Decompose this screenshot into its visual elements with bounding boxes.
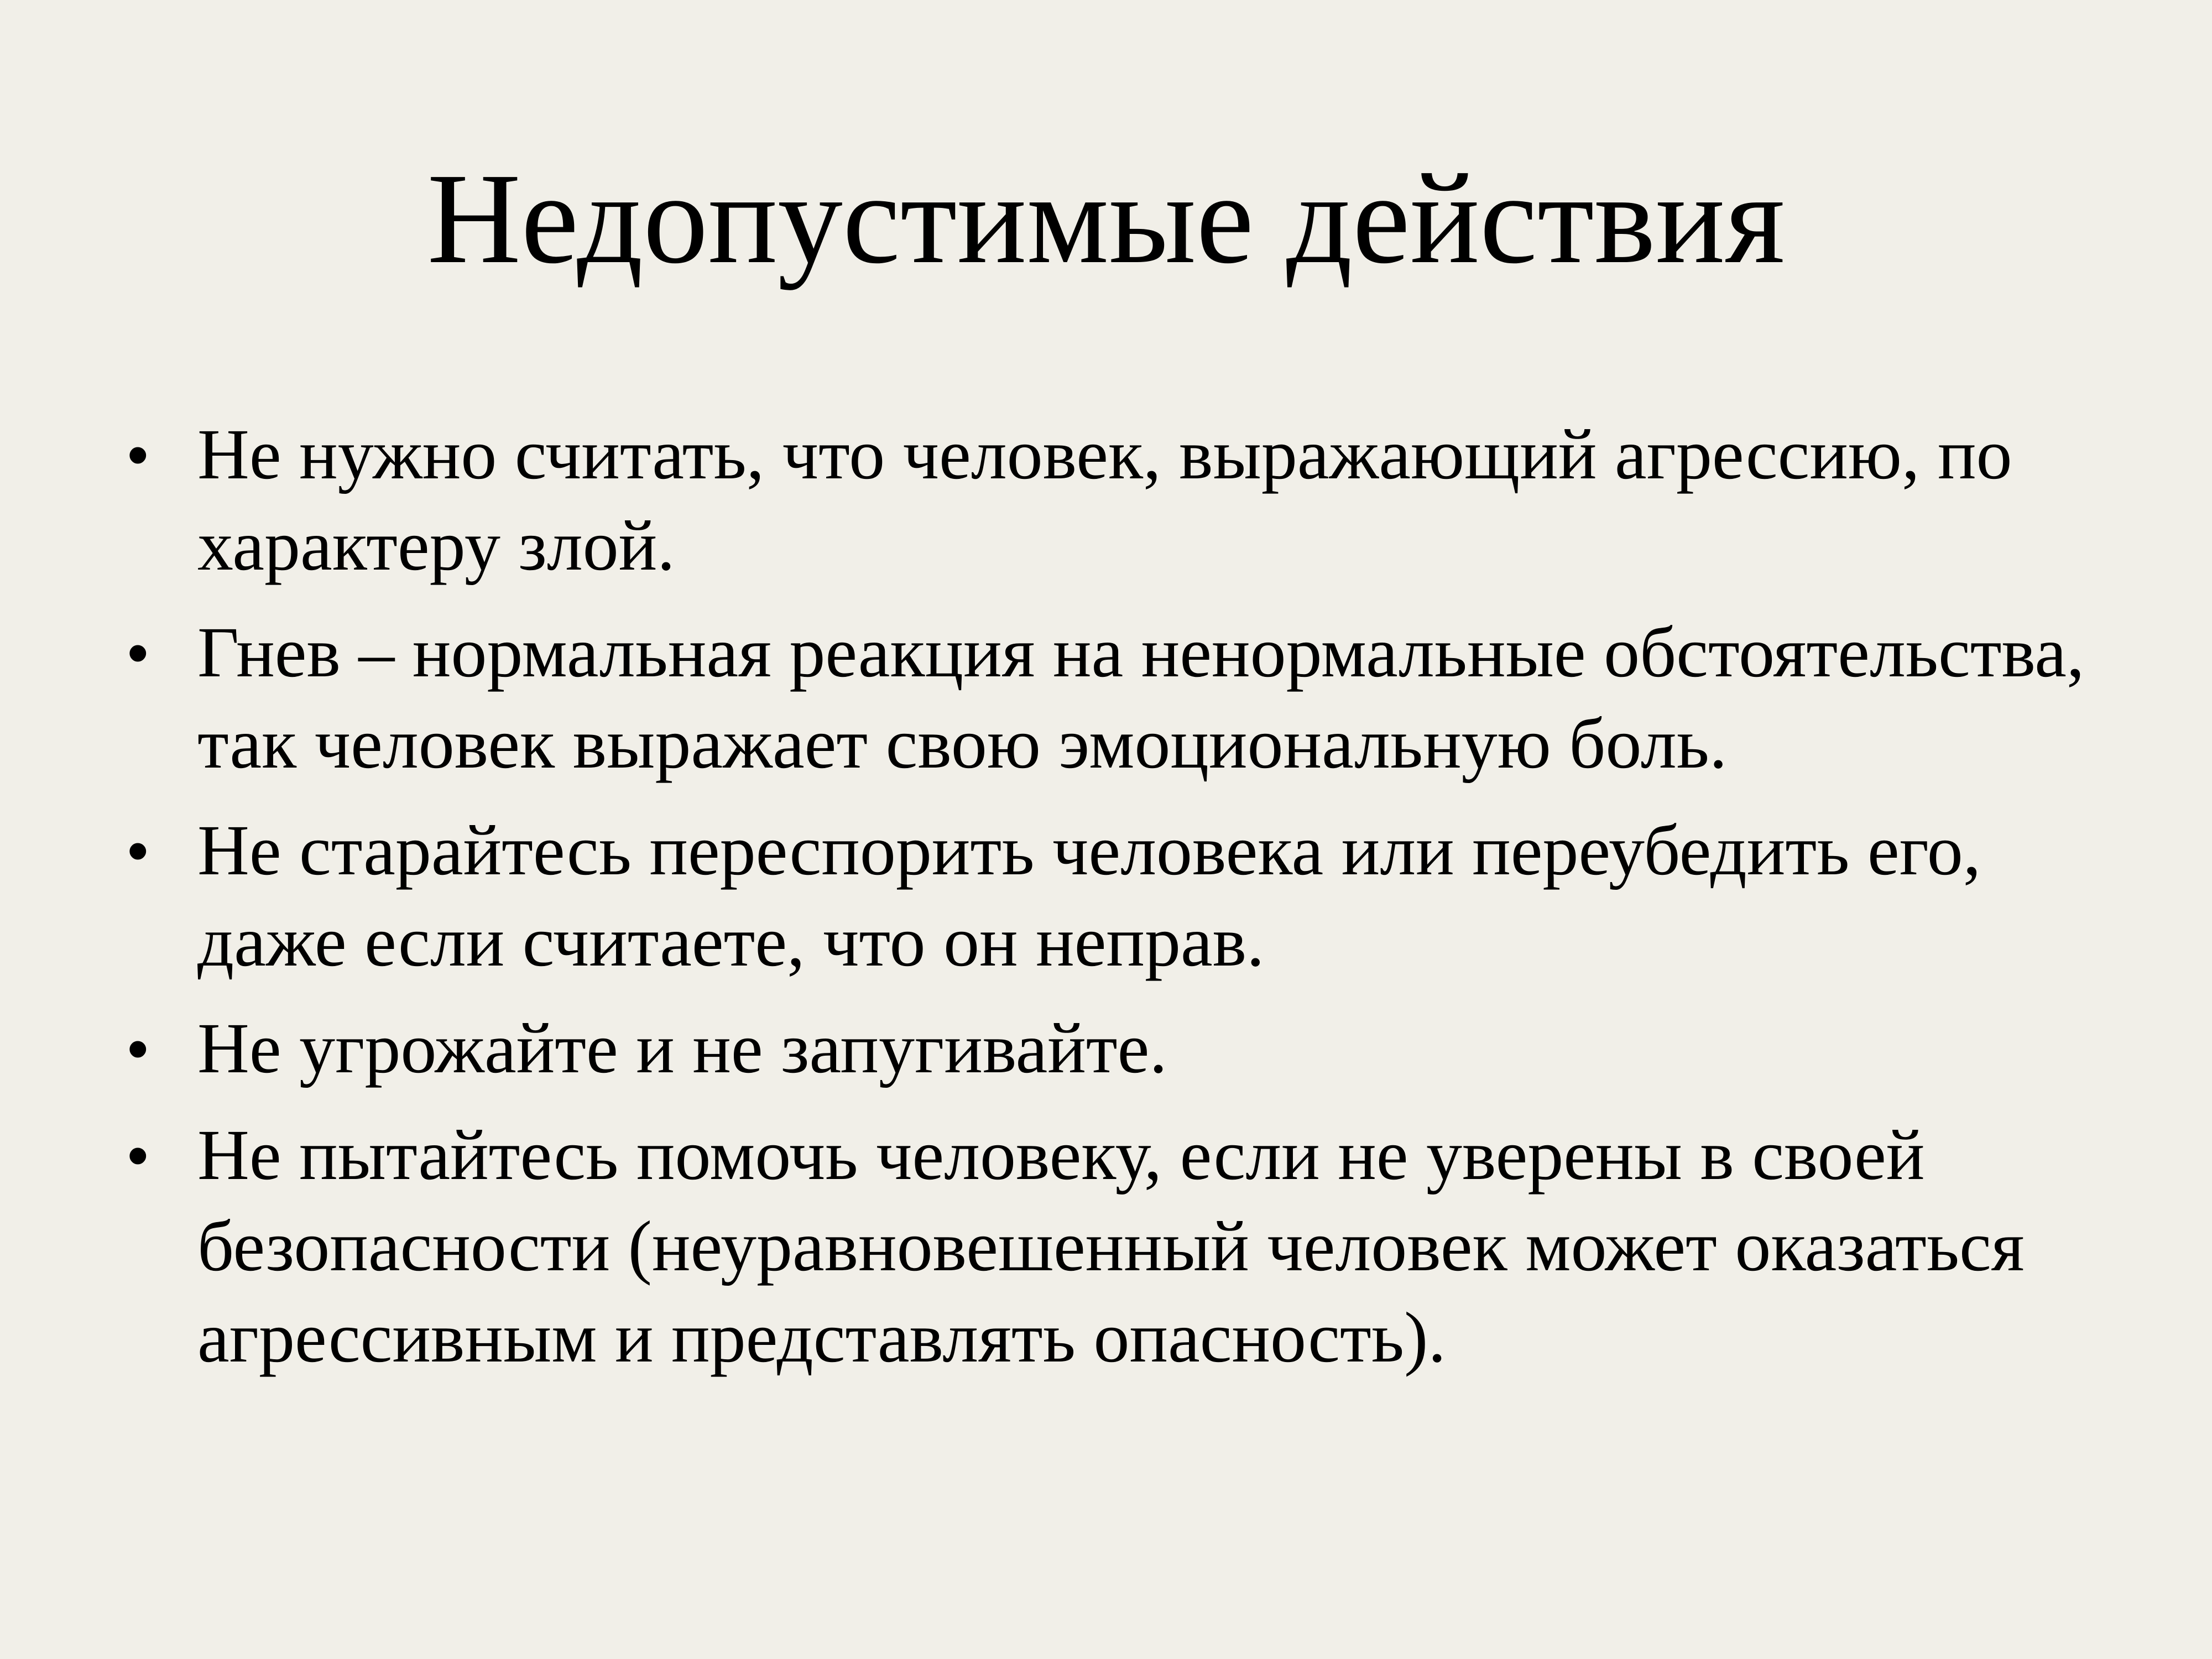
slide-title: Недопустимые действия <box>427 147 1785 290</box>
bullet-text: Не нужно считать, что человек, выражающий агрессию, по характеру злой. <box>197 415 2012 586</box>
bullet-text: Не угрожайте и не запугивайте. <box>197 1009 1167 1088</box>
bullet-item <box>127 805 2096 988</box>
bullet-dot-icon: • <box>127 619 149 687</box>
bullet-item <box>127 409 2096 592</box>
bullet-text: Гнев – нормальная реакция на ненормальные обстоятельства, так человек выражает свою эмоциональную боль. <box>197 613 2085 784</box>
bullet-text: Не старайтесь переспорить человека или переубедить его, даже если считаете, что он неправ. <box>197 811 1981 982</box>
bullet-item <box>127 1110 2096 1384</box>
bullet-item <box>127 607 2096 790</box>
bullet-list <box>127 409 2096 1399</box>
bullet-item <box>127 1003 2096 1094</box>
bullet-dot-icon: • <box>127 1121 149 1190</box>
bullet-dot-icon: • <box>127 421 149 489</box>
bullet-dot-icon: • <box>127 1015 149 1083</box>
bullet-text: Не пытайтесь помочь человеку, если не уверены в своей безопасности (неуравновешенный человек может оказаться агрессивным и представлять опасность). <box>197 1115 2025 1378</box>
bullet-dot-icon: • <box>127 817 149 885</box>
